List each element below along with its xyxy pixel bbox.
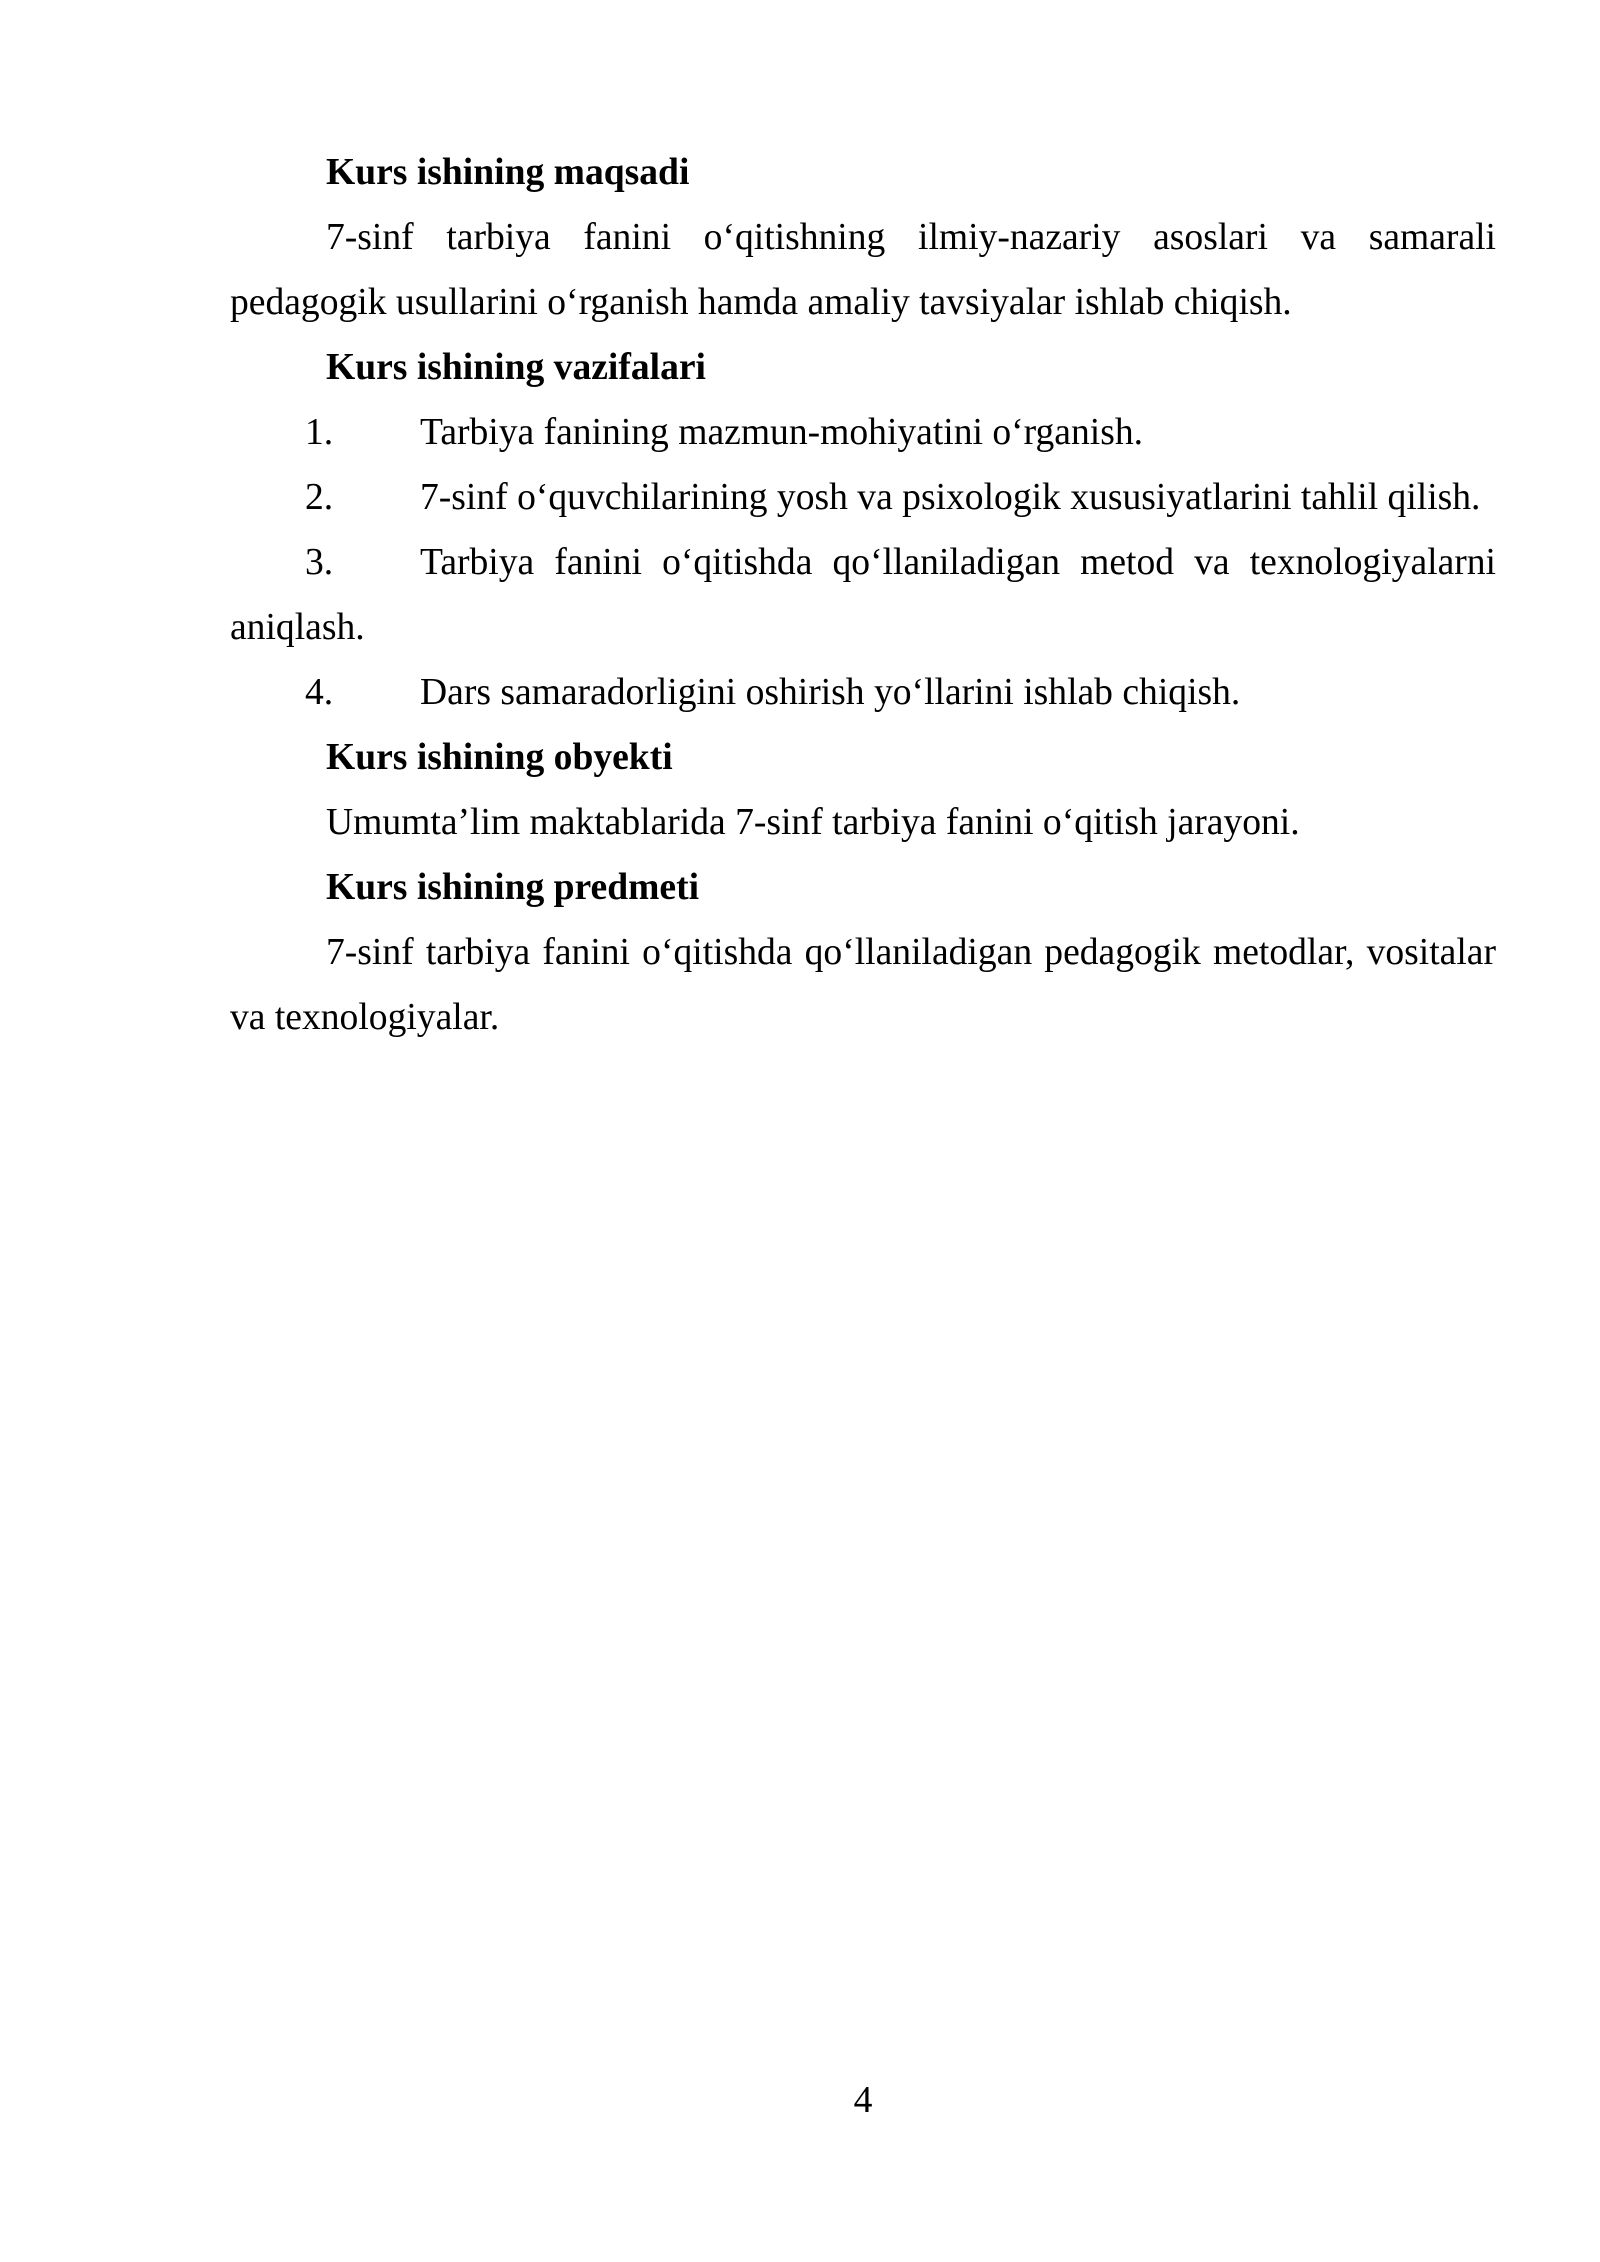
task-list-item bbox=[230, 465, 1496, 530]
section-heading-object: Kurs ishining obyekti bbox=[326, 737, 673, 778]
section-body-subject: 7-sinf tarbiya fanini o‘qitishda qo‘llaniladigan pedagogik metodlar, vositalar va texnologiyalar. bbox=[230, 932, 1496, 1038]
list-number: 4. bbox=[305, 672, 334, 713]
list-number: 3. bbox=[305, 542, 334, 583]
section-heading-goal: Kurs ishining maqsadi bbox=[326, 152, 690, 193]
task-list-item bbox=[230, 400, 1496, 465]
list-number: 1. bbox=[305, 412, 334, 453]
list-item-text: Tarbiya fanini o‘qitishda qo‘llaniladigan metod va texnologiyalarni aniqlash. bbox=[230, 542, 1496, 648]
task-list-item bbox=[230, 660, 1496, 725]
list-item-text: 7-sinf o‘quvchilarining yosh va psixologik xususiyatlarini tahlil qilish. bbox=[420, 477, 1481, 518]
list-item-text: Dars samaradorligini oshirish yo‘llarini ishlab chiqish. bbox=[420, 672, 1241, 713]
page-number: 4 bbox=[853, 2080, 873, 2121]
section-heading-subject: Kurs ishining predmeti bbox=[326, 867, 700, 908]
section-heading-tasks: Kurs ishining vazifalari bbox=[326, 347, 707, 388]
list-number: 2. bbox=[305, 477, 334, 518]
section-body-object: Umumta’lim maktablarida 7-sinf tarbiya fanini o‘qitish jarayoni. bbox=[326, 802, 1300, 843]
section-body-goal: 7-sinf tarbiya fanini o‘qitishning ilmiy-nazariy asoslari va samarali pedagogik usullarini o‘rganish hamda amaliy tavsiyalar ishlab chiqish. bbox=[230, 217, 1496, 323]
task-list-item bbox=[230, 530, 1496, 660]
document-page bbox=[230, 140, 1496, 1050]
list-item-text: Tarbiya fanining mazmun-mohiyatini o‘rganish. bbox=[420, 412, 1144, 453]
